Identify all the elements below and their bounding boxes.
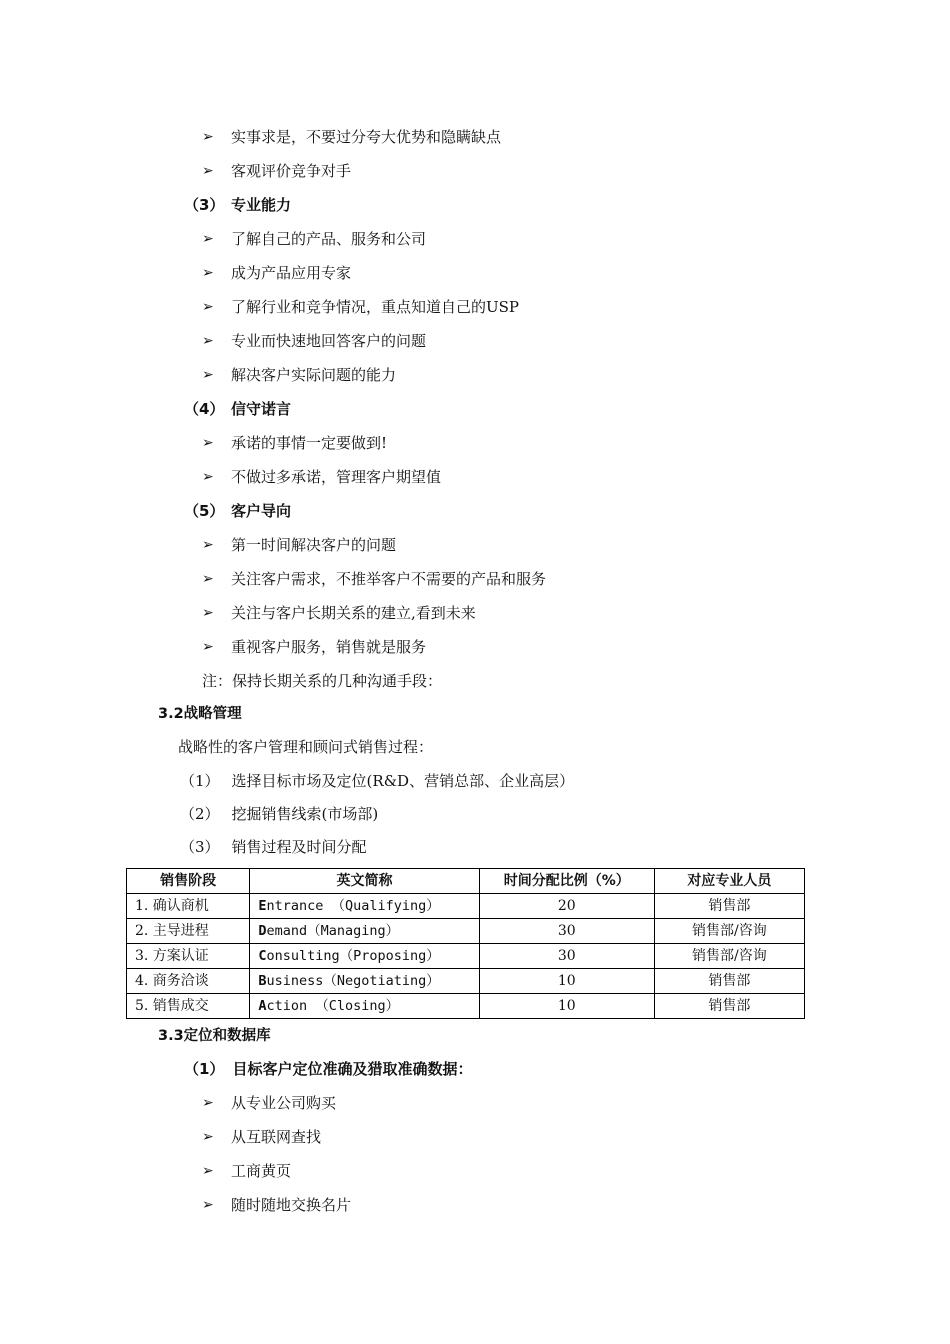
subheading-text: 专业能力: [231, 196, 292, 214]
english-rest: ntrance （Qualifying）: [266, 898, 440, 914]
arrow-bullet-icon: ➢: [202, 129, 214, 145]
section-intro: 战略性的客户管理和顾问式销售过程：: [178, 738, 434, 756]
bullet-text: 解决客户实际问题的能力: [231, 366, 397, 384]
subheading-text: 信守诺言: [231, 400, 292, 418]
bullet-text: 工商黄页: [231, 1162, 292, 1180]
subheading-text: 目标客户定位准确及猎取准确数据：: [232, 1060, 473, 1078]
bullet-text: 成为产品应用专家: [231, 264, 352, 282]
arrow-bullet-icon: ➢: [202, 231, 214, 247]
staff-cell: 销售部: [654, 969, 804, 994]
bullet-text: 第一时间解决客户的问题: [231, 536, 397, 554]
staff-cell: 销售部: [654, 994, 804, 1019]
arrow-bullet-icon: ➢: [202, 469, 214, 485]
note-text: 注：保持长期关系的几种沟通手段：: [202, 672, 443, 690]
bullet-text: 实事求是，不要过分夸大优势和隐瞒缺点: [231, 128, 502, 146]
stage-cell: 5. 销售成交: [127, 994, 250, 1019]
numbered-item: [180, 771, 574, 791]
bullet-text: 从互联网查找: [231, 1128, 322, 1146]
item-text: 选择目标市场及定位(R&D、营销总部、企业高层）: [231, 772, 575, 790]
arrow-bullet-icon: ➢: [202, 299, 214, 315]
english-initial: E: [258, 898, 267, 914]
column-header: 销售阶段: [127, 869, 250, 894]
english-rest: emand（Managing）: [266, 923, 400, 939]
arrow-bullet-icon: ➢: [202, 1129, 214, 1145]
percent-cell: 10: [479, 969, 654, 994]
english-name-cell: [250, 994, 479, 1019]
arrow-bullet-icon: ➢: [202, 333, 214, 349]
english-name-cell: [250, 944, 479, 969]
subheading: [184, 1059, 472, 1079]
column-header: 时间分配比例（%）: [479, 869, 654, 894]
english-rest: onsulting（Proposing）: [266, 948, 440, 964]
arrow-bullet-icon: ➢: [202, 265, 214, 281]
bullet-text: 客观评价竞争对手: [231, 162, 352, 180]
english-initial: A: [258, 998, 267, 1014]
arrow-bullet-icon: ➢: [202, 1163, 214, 1179]
sales-stage-table: [126, 868, 805, 1019]
english-rest: ction （Closing）: [266, 998, 400, 1014]
item-text: 销售过程及时间分配: [231, 838, 367, 856]
staff-cell: 销售部/咨询: [654, 919, 804, 944]
bullet-text: 关注客户需求，不推举客户不需要的产品和服务: [231, 570, 547, 588]
item-text: 挖掘销售线索(市场部): [231, 805, 379, 823]
subheading-text: 客户导向: [231, 502, 292, 520]
bullet-text: 从专业公司购买: [231, 1094, 337, 1112]
english-name-cell: [250, 919, 479, 944]
percent-cell: 30: [479, 919, 654, 944]
bullet-text: 重视客户服务，销售就是服务: [231, 638, 427, 656]
table-row: [127, 944, 805, 969]
table-header-row: [127, 869, 805, 894]
table-row: [127, 994, 805, 1019]
stage-cell: 1. 确认商机: [127, 894, 250, 919]
arrow-bullet-icon: ➢: [202, 537, 214, 553]
staff-cell: 销售部: [654, 894, 804, 919]
bullet-text: 了解自己的产品、服务和公司: [231, 230, 427, 248]
arrow-bullet-icon: ➢: [202, 605, 214, 621]
english-name-cell: [250, 969, 479, 994]
item-number: （1）: [180, 772, 220, 790]
stage-cell: 3. 方案认证: [127, 944, 250, 969]
subheading-number: （5）: [184, 502, 225, 520]
stage-cell: 4. 商务洽谈: [127, 969, 250, 994]
column-header: 对应专业人员: [654, 869, 804, 894]
percent-cell: 30: [479, 944, 654, 969]
section-heading-3-2: 3.2战略管理: [158, 706, 242, 722]
bullet-text: 专业而快速地回答客户的问题: [231, 332, 427, 350]
percent-cell: 10: [479, 994, 654, 1019]
bullet-text: 不做过多承诺，管理客户期望值: [231, 468, 442, 486]
column-header: 英文简称: [250, 869, 479, 894]
table-row: [127, 919, 805, 944]
arrow-bullet-icon: ➢: [202, 435, 214, 451]
arrow-bullet-icon: ➢: [202, 639, 214, 655]
numbered-item: [180, 804, 378, 824]
item-number: （2）: [180, 805, 220, 823]
bullet-text: 承诺的事情一定要做到!: [231, 434, 388, 452]
arrow-bullet-icon: ➢: [202, 1197, 214, 1213]
english-rest: usiness（Negotiating）: [266, 973, 440, 989]
subheading-number: （1）: [184, 1060, 225, 1078]
subheading-number: （4）: [184, 400, 225, 418]
arrow-bullet-icon: ➢: [202, 571, 214, 587]
english-initial: D: [258, 923, 267, 939]
english-initial: B: [258, 973, 267, 989]
bullet-text: 随时随地交换名片: [231, 1196, 352, 1214]
section-heading-3-3: 3.3定位和数据库: [158, 1028, 271, 1044]
arrow-bullet-icon: ➢: [202, 367, 214, 383]
table-row: [127, 894, 805, 919]
staff-cell: 销售部/咨询: [654, 944, 804, 969]
arrow-bullet-icon: ➢: [202, 163, 214, 179]
stage-cell: 2. 主导进程: [127, 919, 250, 944]
bullet-text: 了解行业和竞争情况，重点知道自己的USP: [231, 298, 520, 316]
bullet-text: 关注与客户长期关系的建立,看到未来: [231, 604, 476, 622]
table-row: [127, 969, 805, 994]
english-initial: C: [258, 948, 267, 964]
subheading-number: （3）: [184, 196, 225, 214]
item-number: （3）: [180, 838, 220, 856]
arrow-bullet-icon: ➢: [202, 1095, 214, 1111]
numbered-item: [180, 837, 367, 857]
english-name-cell: [250, 894, 479, 919]
percent-cell: 20: [479, 894, 654, 919]
